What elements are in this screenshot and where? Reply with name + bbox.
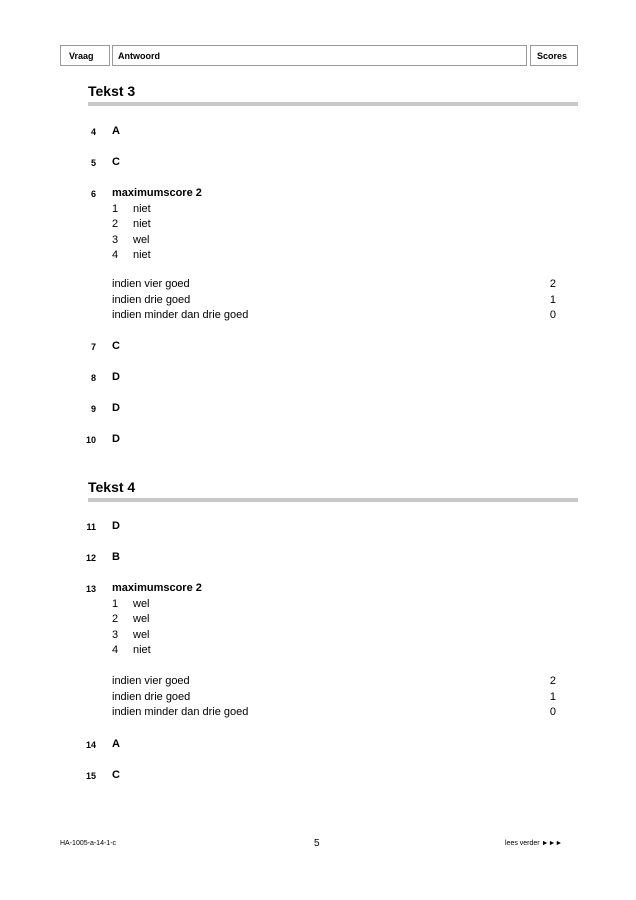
section-divider [88,498,578,502]
item-number: 2 [112,218,119,230]
score-points: 0 [549,706,556,718]
page-number: 5 [314,838,320,849]
item-value: wel [133,598,150,610]
question-number: 9 [90,404,96,414]
column-header-vraag: Vraag [60,45,110,66]
section-title-tekst-3: Tekst 3 [88,83,136,99]
item-value: wel [133,234,150,246]
score-criterion: indien minder dan drie goed [112,706,249,718]
question-number: 14 [85,740,96,750]
score-criterion: indien vier goed [112,675,190,687]
answer-item [112,644,151,656]
question-number: 15 [85,771,96,781]
question-number: 8 [90,373,96,383]
question-answer: B [112,551,120,563]
item-number: 3 [112,629,119,641]
question-answer: C [112,769,120,781]
question-number: 7 [90,342,96,352]
item-number: 4 [112,644,119,656]
score-criterion: indien drie goed [112,294,191,306]
item-value: niet [133,644,151,656]
question-answer: D [112,433,120,445]
document-code: HA-1005-a-14-1-c [60,840,117,847]
question-answer: A [112,125,120,137]
question-number: 6 [90,189,96,199]
item-value: niet [133,203,151,215]
question-number: 4 [90,127,96,137]
answer-item [112,629,150,641]
item-number: 1 [112,598,119,610]
question-answer: D [112,371,120,383]
column-header-antwoord: Antwoord [112,45,527,66]
section-divider [88,102,578,106]
question-answer: C [112,340,120,352]
item-number: 4 [112,249,119,261]
score-criterion: indien vier goed [112,278,190,290]
question-answer: A [112,738,120,750]
answer-item [112,203,151,215]
question-number: 12 [85,553,96,563]
question-number: 11 [86,522,96,532]
question-answer: D [112,402,120,414]
score-points: 2 [549,675,556,687]
score-criterion: indien drie goed [112,691,191,703]
item-value: wel [133,613,150,625]
answer-item [112,249,151,261]
question-number: 10 [85,435,96,445]
answer-item [112,613,150,625]
column-header-scores: Scores [530,45,578,66]
item-value: wel [133,629,150,641]
score-points: 0 [549,309,556,321]
question-answer: maximumscore 2 [112,582,202,594]
answer-item [112,218,151,230]
question-answer: maximumscore 2 [112,187,202,199]
item-number: 3 [112,234,119,246]
answer-item [112,598,150,610]
score-points: 2 [549,278,556,290]
question-number: 13 [85,584,96,594]
item-number: 1 [112,203,119,215]
item-number: 2 [112,613,119,625]
score-criterion: indien minder dan drie goed [112,309,249,321]
section-title-tekst-4: Tekst 4 [88,479,136,495]
score-points: 1 [549,294,556,306]
answer-item [112,234,150,246]
item-value: niet [133,249,151,261]
question-answer: C [112,156,120,168]
item-value: niet [133,218,151,230]
continue-indicator: lees verder ►►► [505,840,563,847]
question-number: 5 [90,158,96,168]
score-points: 1 [549,691,556,703]
question-answer: D [112,520,120,532]
